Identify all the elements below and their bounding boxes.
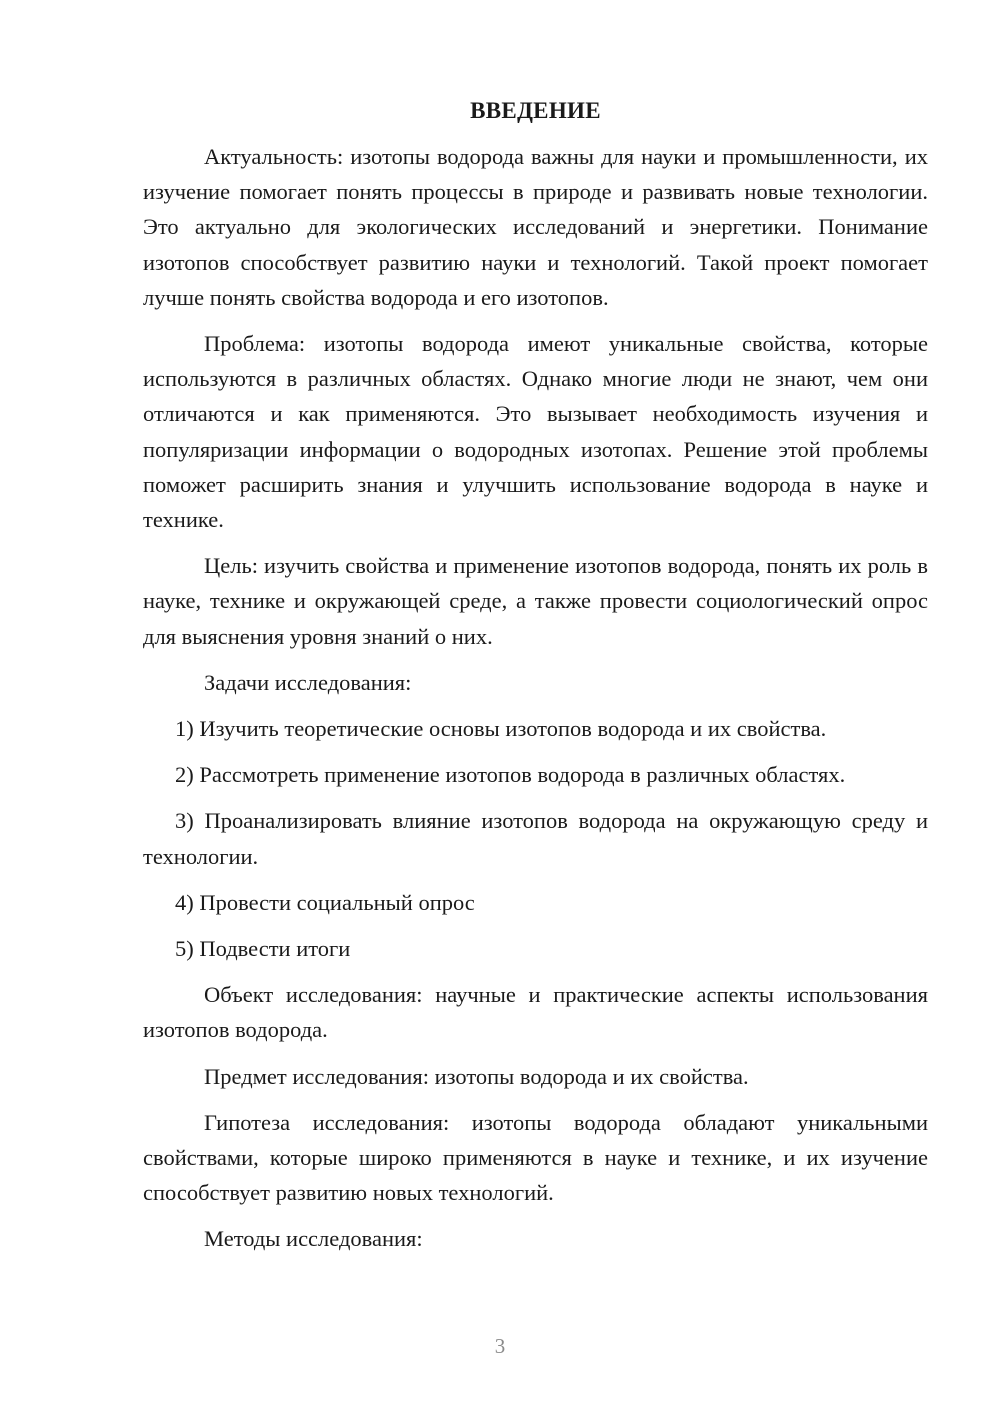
paragraph-hypothesis: Гипотеза исследования: изотопы водорода обладают уникальными свойствами, которые широко применяются в науке и технике, и их изучение способствует развитию новых технологий. (143, 1109, 928, 1206)
paragraph-problem: Проблема: изотопы водорода имеют уникальные свойства, которые используются в различных областях. Однако многие люди не знают, чем они отличаются и как применяются. Это вызывает необходимость изучения и популяризации информации о водородных изотопах. Решение этой проблемы поможет расширить знания и улучшить использование водорода в науке и технике. (143, 331, 928, 533)
list-item: 5) Подвести итоги (175, 936, 351, 962)
list-item: 3) Проанализировать влияние изотопов водорода на окружающую среду и технологии. (143, 808, 928, 869)
document-page (143, 94, 928, 1268)
list-item: 4) Провести социальный опрос (175, 889, 475, 915)
paragraph-methods: Методы исследования: (204, 1226, 423, 1252)
list-item: 1) Изучить теоретические основы изотопов водорода и их свойства. (175, 716, 827, 742)
section-title: ВВЕДЕНИЕ (470, 98, 601, 123)
tasks-list (143, 711, 928, 966)
list-item: 2) Рассмотреть применение изотопов водорода в различных областях. (175, 762, 846, 788)
paragraph-tasks-heading: Задачи исследования: (204, 669, 412, 695)
paragraph-object: Объект исследования: научные и практические аспекты использования изотопов водорода. (143, 982, 928, 1043)
paragraph-subject: Предмет исследования: изотопы водорода и их свойства. (204, 1063, 749, 1089)
paragraph-relevance: Актуальность: изотопы водорода важны для науки и промышленности, их изучение помогает понять процессы в природе и развивать новые технологии. Это актуально для экологических исследований и энергетики. Понимание изотопов способствует развитию науки и технологий. Такой проект помогает лучше понять свойства водорода и его изотопов. (143, 144, 928, 310)
paragraph-goal: Цель: изучить свойства и применение изотопов водорода, понять их роль в науке, технике и окружающей среде, а также провести социологический опрос для выяснения уровня знаний о них. (143, 553, 928, 649)
page-number: 3 (494, 1334, 506, 1358)
